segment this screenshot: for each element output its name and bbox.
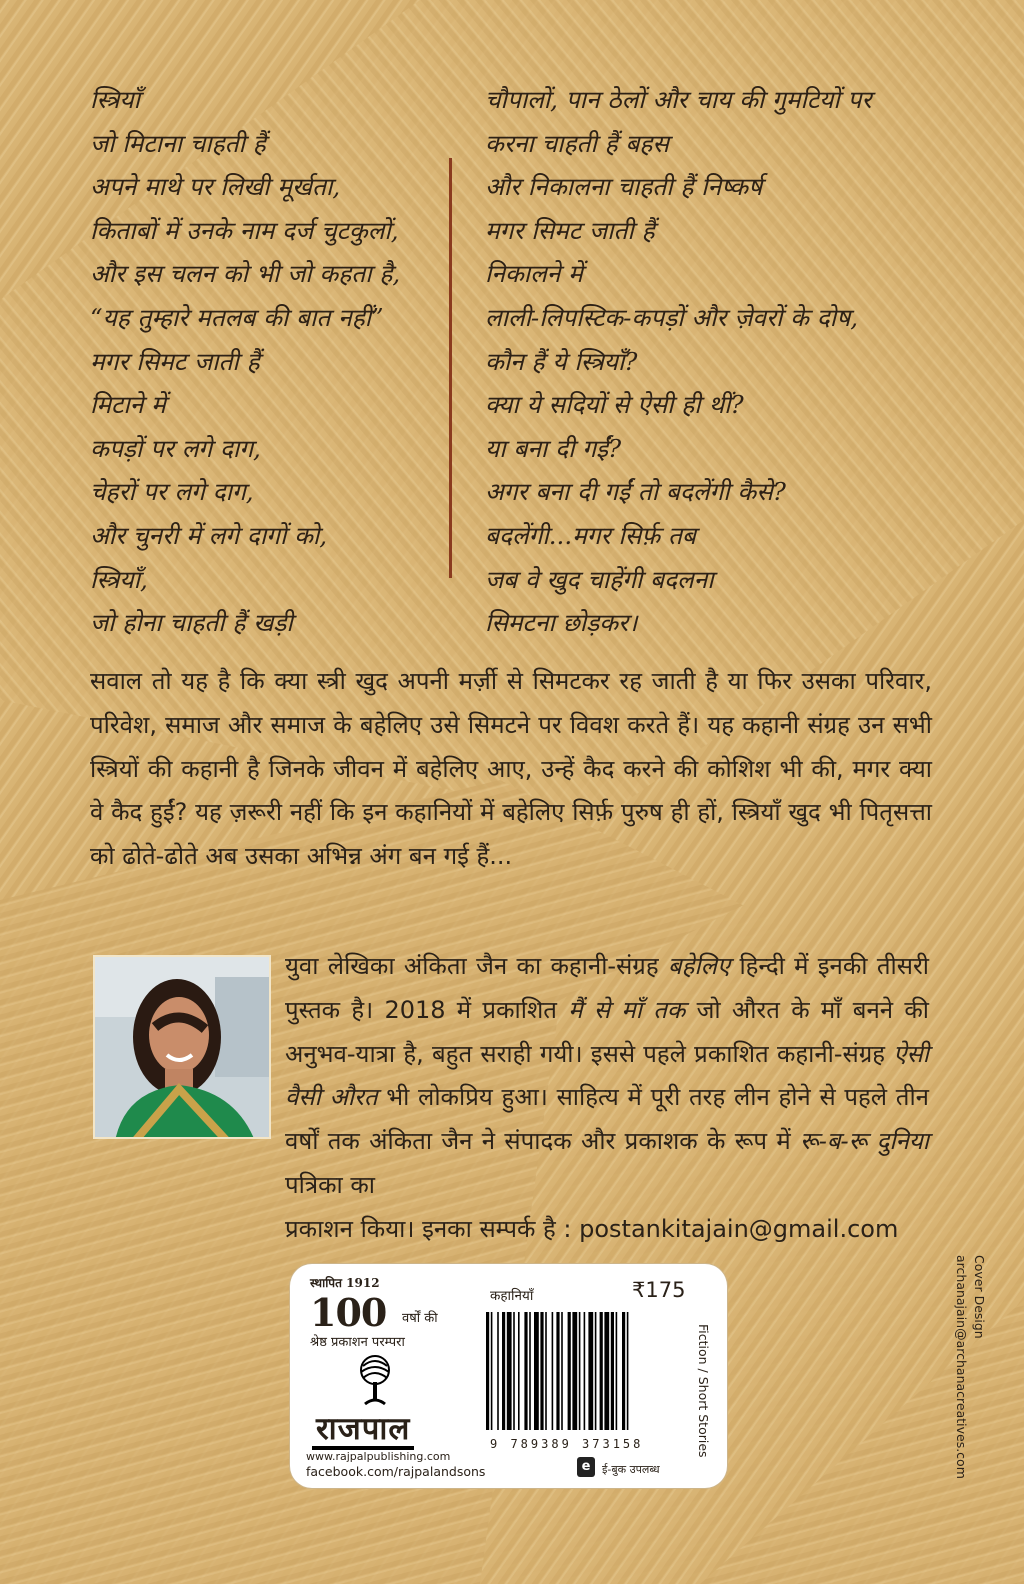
poem-line: जो होना चाहती हैं खड़ी <box>90 608 293 638</box>
tradition-label: श्रेष्ठ प्रकाशन परम्परा <box>310 1335 405 1350</box>
poem-line: मगर सिमट जाती हैं <box>485 215 655 245</box>
barcode-bar <box>497 1312 499 1430</box>
author-photo <box>93 955 271 1139</box>
barcode-bar <box>616 1312 618 1430</box>
poem-line: और चुनरी में लगे दागों को, <box>90 520 328 550</box>
barcode-bar <box>556 1312 559 1430</box>
price-label: ₹175 <box>632 1278 686 1302</box>
book-title: बहेलिए <box>667 952 731 980</box>
barcode-bar <box>540 1312 543 1430</box>
barcode-bar <box>552 1312 554 1430</box>
poem-line: कौन हैं ये स्त्रियाँ? <box>485 346 638 376</box>
bio-text: जो औरत के माँ बनने की अनुभव-यात्रा है, बहुत सराही गयी। इससे पहले प्रकाशित कहानी-संग्रह <box>285 995 929 1068</box>
barcode-bar <box>561 1312 563 1430</box>
barcode-bar <box>568 1312 571 1430</box>
poem-line: चौपालों, पान ठेलों और चाय की गुमटियों पर <box>485 85 872 114</box>
barcode-bar <box>545 1312 547 1430</box>
barcode-bar <box>518 1312 520 1430</box>
poem-line: और इस चलन को भी जो कहता है, <box>90 259 401 289</box>
poem-line: क्या ये सदियों से ऐसी ही थीं? <box>485 390 744 420</box>
genre-label: कहानियाँ <box>490 1288 534 1304</box>
barcode-bar <box>529 1312 531 1430</box>
poem-line: जब वे खुद चाहेंगी बदलना <box>485 564 714 594</box>
cover-design-credit <box>948 1255 988 1505</box>
poem-line: लाली-लिपस्टिक-कपड़ों और ज़ेवरों के दोष, <box>485 302 859 332</box>
bio-text: भी लोकप्रिय हुआ। साहित्य में पूरी तरह लीन होने से पहले तीन वर्षों तक अंकिता जैन ने संपादक और प्रकाशक के रूप में <box>285 1083 929 1156</box>
barcode-bar <box>491 1312 493 1430</box>
poem-line: जो मिटाना चाहती हैं <box>90 128 266 158</box>
publisher-facebook[interactable]: facebook.com/rajpalandsons <box>306 1464 486 1479</box>
publisher-logo: राजपाल <box>312 1412 414 1450</box>
credit-email: archanajain@archanacreatives.com <box>954 1255 969 1479</box>
barcode-bar <box>627 1312 629 1430</box>
poem-right-column <box>485 78 871 645</box>
poem-line: कपड़ों पर लगे दाग, <box>90 433 261 463</box>
magazine-title: रू-ब-रू दुनिया <box>800 1127 929 1156</box>
poem-line: स्त्रियाँ <box>90 85 140 114</box>
poem-line: या बना दी गईं? <box>485 433 622 463</box>
barcode-bar <box>579 1312 581 1430</box>
poem-left-column <box>90 78 400 645</box>
bio-text: पत्रिका का <box>285 1170 376 1199</box>
barcode-bar <box>604 1312 609 1430</box>
book-title: मैं से माँ तक <box>568 995 686 1024</box>
poem-line: स्त्रियाँ, <box>90 564 148 594</box>
poem-divider <box>449 158 452 578</box>
poem-line: निकालने में <box>485 259 583 289</box>
book-title: ऐसी वैसी औरत <box>285 1039 929 1112</box>
barcode-bar <box>595 1312 597 1430</box>
poem-line: अगर बना दी गईं तो बदलेंगी कैसे? <box>485 477 786 507</box>
poem-line: किताबों में उनके नाम दर्ज चुटकुलों, <box>90 215 399 245</box>
barcode-bar <box>622 1312 625 1430</box>
poem-line: सिमटना छोड़कर। <box>485 608 638 638</box>
poem-line: बदलेंगी...मगर सिर्फ़ तब <box>485 520 696 550</box>
author-bio <box>285 945 929 1252</box>
poem-line: करना चाहती हैं बहस <box>485 128 669 158</box>
genre-english-text: Fiction / Short Stories <box>696 1324 711 1458</box>
barcode-bar <box>572 1312 577 1430</box>
barcode-bar <box>524 1312 527 1430</box>
years-label: वर्षों की <box>402 1311 438 1326</box>
ebook-icon: e <box>577 1457 595 1477</box>
bio-text: युवा लेखिका अंकिता जैन का कहानी-संग्रह <box>285 952 668 980</box>
barcode-bar <box>600 1312 603 1430</box>
barcode-bar <box>507 1312 512 1430</box>
barcode-bar <box>534 1312 539 1430</box>
barcode-bar <box>588 1312 593 1430</box>
barcode-bar <box>502 1312 505 1430</box>
barcode-icon <box>480 1312 685 1436</box>
barcode-bar <box>584 1312 586 1430</box>
barcode-bar <box>513 1312 515 1430</box>
barcode-bar <box>611 1312 614 1430</box>
poem-line: अपने माथे पर लिखी मूर्खता, <box>90 172 341 202</box>
publisher-website[interactable]: www.rajpalpublishing.com <box>306 1450 451 1463</box>
poem-line: मिटाने में <box>90 390 166 420</box>
poem-line: चेहरों पर लगे दाग, <box>90 477 254 507</box>
ebook-available-label: ई-बुक उपलब्ध <box>602 1463 660 1476</box>
bio-text: हिन्दी में इनकी तीसरी पुस्तक है। 2018 में प्रकाशित <box>285 952 929 1024</box>
established-label: स्थापित 1912 <box>310 1276 380 1290</box>
genre-english <box>693 1324 713 1494</box>
publisher-card <box>290 1264 727 1488</box>
barcode-bar <box>486 1312 489 1430</box>
hundred-years-number: 100 <box>310 1290 387 1335</box>
tree-logo-icon <box>355 1354 395 1406</box>
isbn-number: 9 789389 373158 <box>490 1437 644 1451</box>
poem-line: “यह तुम्हारे मतलब की बात नहीं” <box>90 302 384 332</box>
poem-line: और निकालना चाहती हैं निष्कर्ष <box>485 172 763 202</box>
credit-label: Cover Design <box>972 1255 987 1339</box>
bio-contact: प्रकाशन किया। इनका सम्पर्क है : postankitajain@gmail.com <box>285 1214 899 1243</box>
blurb-paragraph: सवाल तो यह है कि क्या स्त्री खुद अपनी मर्ज़ी से सिमटकर रह जाती है या फिर उसका परिवार, परिवेश, समाज और समाज के बहेलिए उसे सिमटने पर विवश करते हैं। यह कहानी संग्रह उन सभी स्त्रियों की कहानी है जिनके जीवन में बहेलिए आए, उन्हें कैद करने की कोशिश भी की, मगर क्या वे कैद हुईं? यह ज़रूरी नहीं कि इन कहानियों में बहेलिए सिर्फ़ पुरुष ही हों, स्त्रियाँ खुद भी पितृसत्ता को ढोते-ढोते अब उसका अभिन्न अंग बन गई हैं... <box>90 667 932 871</box>
poem-line: मगर सिमट जाती हैं <box>90 346 260 376</box>
